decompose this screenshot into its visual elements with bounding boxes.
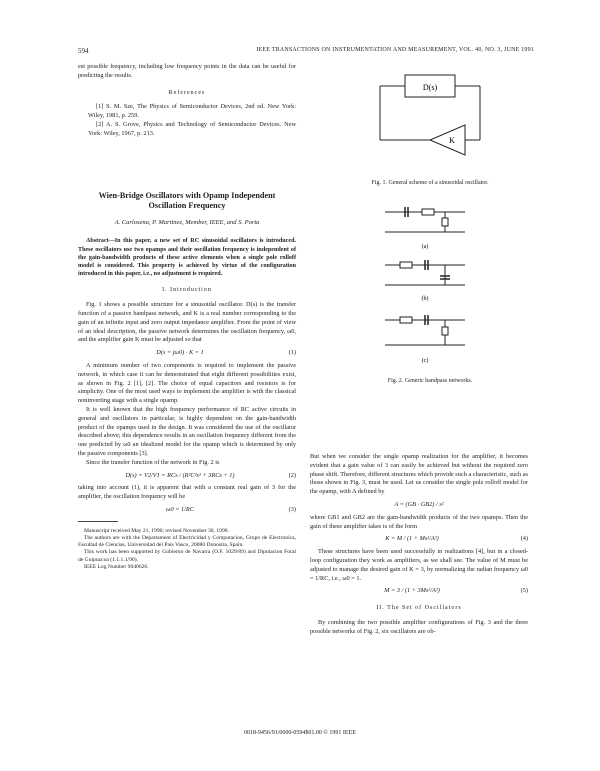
equation-number: (4)	[520, 535, 528, 543]
figure-1-caption: Fig. 1. General scheme of a sinusoidal oscillator.	[371, 180, 489, 186]
sublabel: (b)	[421, 296, 429, 302]
resistor	[442, 218, 448, 226]
figure-1-diagram	[370, 70, 490, 170]
equation-number: (5)	[520, 587, 528, 595]
article-authors: A. Carlosena, P. Martinez, Member, IEEE, and S. Porta	[114, 218, 260, 226]
references-heading: References	[168, 89, 206, 96]
running-title: IEEE TRANSACTIONS ON INSTRUMENTATION AND MEASUREMENT, VOL. 40, NO. 3, JUNE 1991	[256, 47, 534, 53]
equation-body: ω0 = 1/RC	[166, 505, 194, 513]
footnote: IEEE Log Number 9040626.	[84, 563, 149, 570]
title-line: Wien-Bridge Oscillators with Opamp Independent	[98, 190, 276, 200]
equation	[310, 535, 528, 544]
body-paragraph: It is well known that the high frequency performance of RC active circuits in general and oscillators in particular, is highly dependent on the gain-bandwidth product of the opamps used in the design. It was considered the use of the oscillator described above; this dependence results in an oscillation frequency different from the one predicted by ω0 an idealized model for the opamp which is determined by only the passive components [3].	[78, 405, 296, 457]
equation	[78, 506, 296, 515]
equation	[310, 587, 528, 596]
body-paragraph: Since the transfer function of the network in Fig. 2 is	[86, 458, 220, 466]
carryover-paragraph: est possible frequency, including low frequency points in the data can be useful for predicting the results.	[78, 63, 296, 79]
title-line: Oscillation Frequency	[148, 200, 226, 210]
reference-item: [2] A. S. Grove, Physics and Technology of Semiconductor Devices. New York: Wiley, 1967, p. 213.	[88, 120, 296, 137]
footnote: Manuscript received May 21, 1990; revised November 30, 1990.	[84, 527, 229, 534]
resistor	[400, 317, 412, 323]
amplifier-triangle	[430, 125, 465, 155]
footnote-rule	[78, 521, 118, 522]
equation	[310, 501, 528, 510]
body-paragraph: By combining the two possible amplifier configurations of Fig. 3 and the three possible networks of Fig. 2, six oscillators are ob-	[310, 618, 528, 635]
body-paragraph: These structures have been used successfully in realizations [4], but in a closed-loop configuration they work as amplifiers, as we shall see. The value of M must be adjusted to manage the desired gain of K = 3, by normalizing the radian frequency ω0 = 1/RC, i.e., ω0 = 1.	[310, 548, 528, 582]
section-heading: I. Introduction	[162, 287, 212, 294]
equation	[78, 349, 296, 358]
equation-body: D(s) = V2/V1 = RCs / (R²C²s² + 3RCs + 1)	[125, 471, 235, 479]
left-column	[78, 63, 296, 571]
resistor	[422, 209, 434, 215]
sublabel: (c)	[421, 358, 429, 364]
body-paragraph: A minimum number of two components is required to implement the passive network, in which case it can be demonstrated that eight different possibilities exist, as shown in Fig. 2 [1], [2]. The choice of equal capacitors and resistors is for simplicity. One of the most used ways to implement the amplifier is with the classical noninverting stage with a single opamp.	[78, 361, 296, 405]
footnote: The authors are with the Departament of Electricidad y Computacion, Grupo de Electronica, Facultad de Ciencias, Universidad del Pais Vasco, 20080 Donostia, Spain.	[78, 534, 296, 549]
body-paragraph: where GB1 and GB2 are the gain-bandwidth products of the two opamps. Then the gain of these amplifier takes is of the form	[310, 513, 528, 530]
equation-number: (3)	[288, 505, 296, 513]
article-title	[78, 191, 296, 211]
body-paragraph: But when we consider the single opamp realization for the amplifier, it becomes evident that a gain value of 3 can easily be achieved but without the required zero phase shift. Therefore, different structures which provide such a characteristic, such as those shown in Fig. 3, must be used. Let us consider the single pole rolloff model for the opamp, with A defined by	[310, 453, 528, 496]
body-paragraph: taking into account (1), it is apparent that with a constant real gain of 3 for the amplifier, the oscillation frequency will be	[78, 484, 296, 501]
equation-body: D(s = jω0) · K = 1	[156, 349, 204, 357]
equation	[78, 472, 296, 481]
equation-number: (1)	[288, 349, 296, 357]
resistor	[442, 327, 448, 335]
right-column	[310, 453, 528, 637]
amp-label: K	[449, 136, 455, 145]
footnotes	[78, 528, 296, 571]
reference-item: [1] S. M. Sze, The Physics of Semiconductor Devices, 2nd ed. New York: Wiley, 1981, p. 259.	[88, 103, 296, 120]
equation-body: K = M / (1 + Ms²/A²)	[385, 535, 439, 543]
abstract: Abstract—In this paper, a new set of RC sinusoidal oscillators is introduced. These oscillators use two opamps and their oscillation frequency is independent of the gain-bandwidth products of these active elements when a single pole rolloff model is considered. This property is achieved by virtue of the configuration introduced in this paper, i.e., no adjustment is required.	[78, 238, 296, 278]
block-label: D(s)	[422, 83, 438, 92]
section-heading: II. The Set of Oscillators	[376, 605, 462, 612]
figure-2-diagram	[370, 200, 480, 370]
equation-body: A = (GB · GB2) / s²	[394, 500, 444, 508]
copyright-code: 0018-9456/91/0600-0594$01.00 © 1991 IEEE	[244, 730, 356, 736]
resistor	[400, 262, 412, 268]
sublabel: (a)	[421, 244, 429, 250]
page-number: 594	[78, 47, 89, 55]
body-paragraph: Fig. 1 shows a possible structure for a sinusoidal oscillator. D(s) is the transfer function of a passive bandpass network, and K is a real number corresponding to the gain of an infinite input and zero output impedance amplifier. From the point of view of an ideal description, the passive network determines the oscillation frequency, ω0, and the amplifier gain K must be adjusted so that	[78, 301, 296, 344]
footnote: This work has been supported by Gobierno de Navarra (O.F. 1029/89) and Diputacion Foral de Guipuzcoa (1.1.1.1/90).	[78, 549, 296, 563]
figure-2-caption: Fig. 2. Generic bandpass networks.	[387, 378, 473, 384]
equation-number: (2)	[288, 471, 296, 479]
equation-body: M = 3 / (1 + 3Ms²/A²)	[384, 587, 440, 595]
